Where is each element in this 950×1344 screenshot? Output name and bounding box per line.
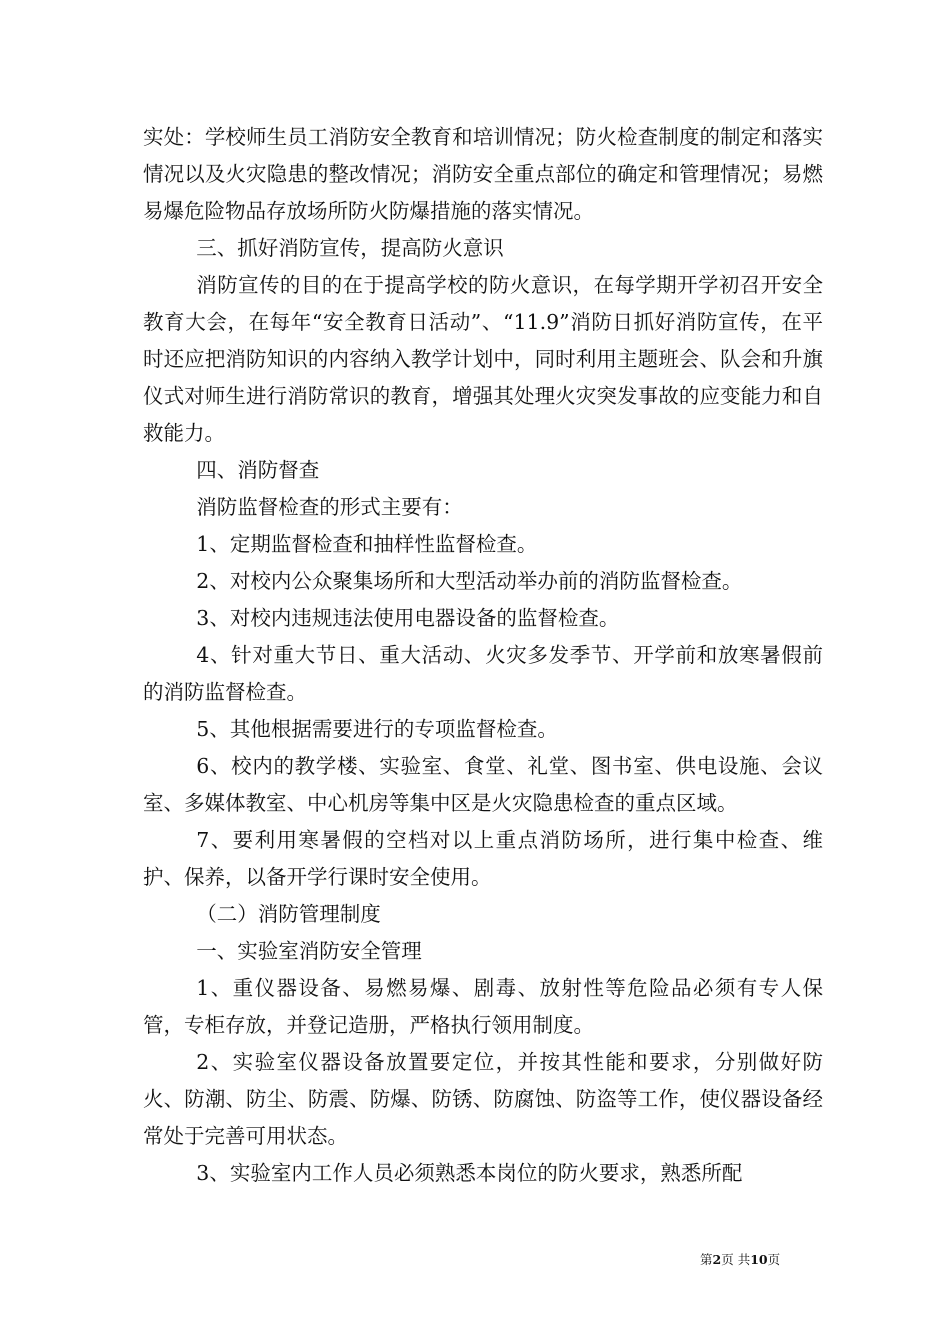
list-item-4: 4、针对重大节日、重大活动、火灾多发季节、开学前和放寒暑假前的消防监督检查。 [143,643,823,704]
list-item-5: 5、其他根据需要进行的专项监督检查。 [196,717,558,741]
section-heading-lab-safety: 一、实验室消防安全管理 [196,939,422,963]
section-heading-management-system: （二）消防管理制度 [196,902,381,926]
document-body [143,119,823,1192]
section-heading-4: 四、消防督查 [196,458,320,482]
footer-current-page: 2 [712,1252,722,1267]
list-item-2: 2、对校内公众聚集场所和大型活动举办前的消防监督检查。 [196,569,743,593]
footer-middle: 页 共 [721,1252,751,1267]
footer-total-pages: 10 [750,1252,768,1267]
lab-rule-1: 1、重仪器设备、易燃易爆、剧毒、放射性等危险品必须有专人保管，专柜存放，并登记造册，严格执行领用制度。 [143,976,823,1037]
paragraph-inspection-forms: 消防监督检查的形式主要有： [196,495,463,519]
list-item-3: 3、对校内违规违法使用电器设备的监督检查。 [196,606,620,630]
section-heading-3: 三、抓好消防宣传，提高防火意识 [196,236,504,260]
page-footer [700,1250,780,1268]
list-item-7: 7、要利用寒暑假的空档对以上重点消防场所，进行集中检查、维护、保养，以备开学行课时安全使用。 [143,828,823,889]
lab-rule-2: 2、实验室仪器设备放置要定位，并按其性能和要求，分别做好防火、防潮、防尘、防震、防爆、防锈、防腐蚀、防盗等工作，使仪器设备经常处于完善可用状态。 [143,1050,823,1148]
paragraph-continuation: 实处：学校师生员工消防安全教育和培训情况；防火检查制度的制定和落实情况以及火灾隐患的整改情况；消防安全重点部位的确定和管理情况；易燃易爆危险物品存放场所防火防爆措施的落实情况。 [143,125,823,223]
list-item-6: 6、校内的教学楼、实验室、食堂、礼堂、图书室、供电设施、会议室、多媒体教室、中心机房等集中区是火灾隐患检查的重点区域。 [143,754,823,815]
paragraph-fire-publicity: 消防宣传的目的在于提高学校的防火意识，在每学期开学初召开安全教育大会，在每年“安全教育日活动”、“11.9”消防日抓好消防宣传，在平时还应把消防知识的内容纳入教学计划中，同时利用主题班会、队会和升旗仪式对师生进行消防常识的教育，增强其处理火灾突发事故的应变能力和自救能力。 [143,273,823,445]
footer-suffix: 页 [767,1252,781,1267]
lab-rule-3: 3、实验室内工作人员必须熟悉本岗位的防火要求，熟悉所配 [196,1161,743,1185]
list-item-1: 1、定期监督检查和抽样性监督检查。 [196,532,538,556]
footer-prefix: 第 [700,1252,713,1267]
